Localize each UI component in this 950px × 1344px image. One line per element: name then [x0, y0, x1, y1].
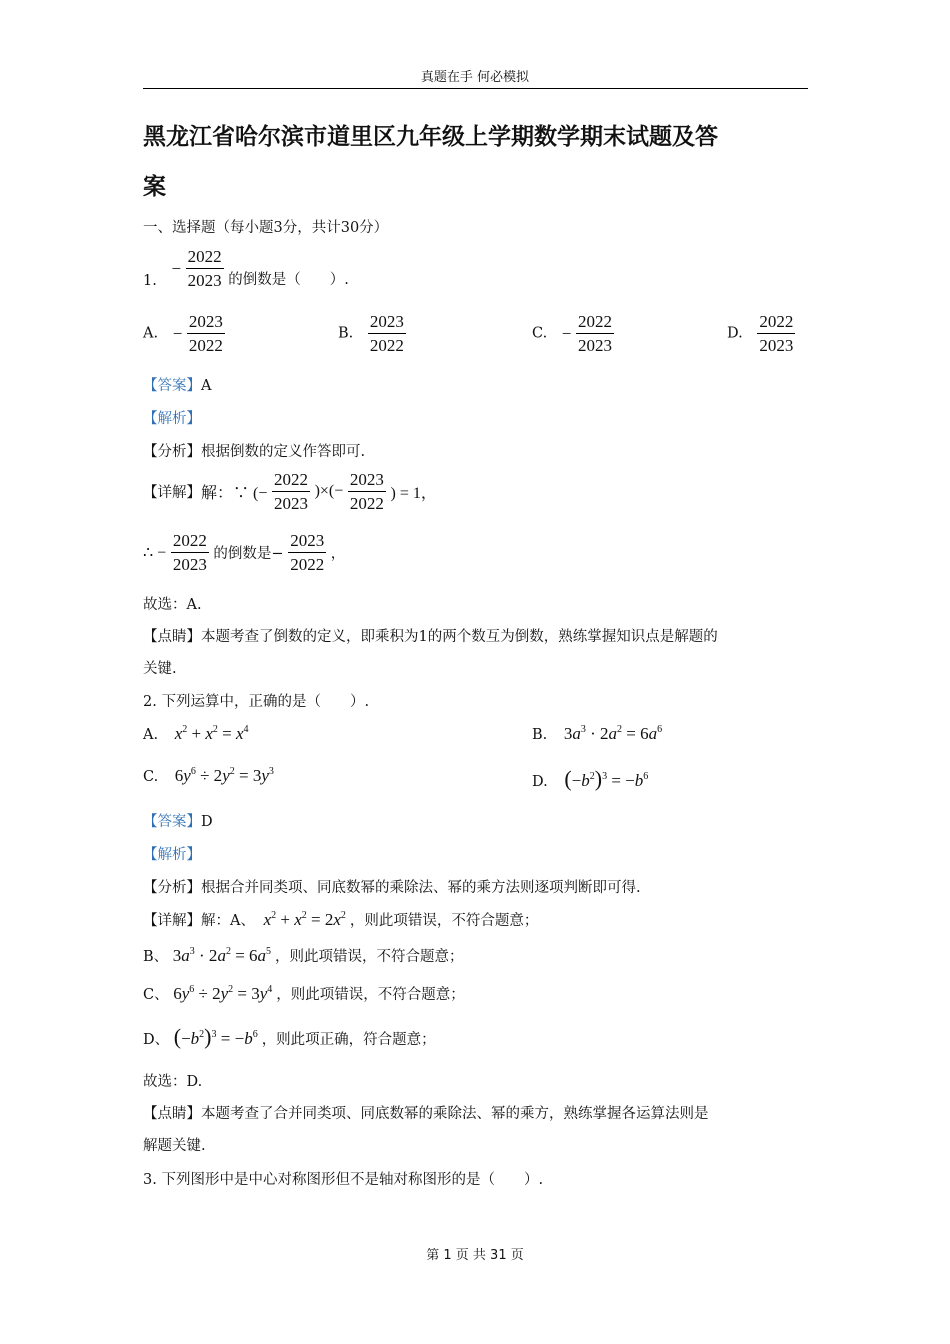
option-d: D. $\frac{2022}{2023}$: [727, 312, 794, 355]
option-b: B. $3a^3 \cdot 2a^2 = 6a^6$: [532, 724, 663, 743]
choose-line: 故选：A.: [143, 597, 202, 613]
question-1-stem: [143, 248, 349, 289]
dianjing-line-cont: 解题关键.: [143, 1138, 206, 1154]
detail-c-line: C、 $6y^6 \div 2y^2 = 3y^4$ ，则此项错误，不符合题意；: [143, 984, 465, 1003]
page-header: 真题在手 何必模拟: [420, 70, 530, 85]
fraction: $\frac{2022}{2023}$: [578, 312, 612, 355]
fraction: $\frac{2023}{2022}$: [188, 312, 223, 355]
option-a: A. − $\frac{2023}{2022}$: [143, 312, 223, 355]
question-text: 的倒数是（ ）.: [228, 272, 349, 288]
option-c: C. $6y^6 \div 2y^2 = 3y^3$: [143, 766, 274, 785]
fraction-sign: −: [171, 258, 182, 278]
question-number: 1.: [143, 273, 157, 289]
page-footer: 第 1 页 共 31 页: [426, 1248, 524, 1263]
question-2-stem: 2. 下列运算中，正确的是（ ）.: [143, 694, 370, 710]
option-b: B. $\frac{2023}{2022}$: [338, 312, 404, 355]
option-d: D. $(-b^2)^3 = -b^6$: [532, 766, 649, 791]
dianjing-line-cont: 关键.: [143, 661, 177, 677]
analysis-tag: 【解析】: [143, 411, 201, 427]
detail-line: 【详解】解：∵ (− $\frac{2022}{2023}$ )×(− $\frac{2023}{2022}$ ) = 1，: [143, 470, 437, 513]
dianjing-line: 【点睛】本题考查了合并同类项、同底数幂的乘除法、幂的乘方，熟练掌握各运算法则是: [143, 1106, 709, 1122]
fraction: $\frac{2022}{2023}$: [187, 247, 222, 290]
section-heading: 一、选择题（每小题3分，共计30分）: [143, 220, 389, 236]
option-c: C. − $\frac{2022}{2023}$: [532, 312, 612, 355]
document-title-cont: 案: [143, 174, 166, 200]
analysis-line: 【分析】根据合并同类项、同底数幂的乘除法、幂的乘方法则逐项判断即可得.: [143, 880, 641, 896]
question-3-stem: 3. 下列图形中是中心对称图形但不是轴对称图形的是（ ）.: [143, 1172, 544, 1188]
detail-d-line: D、 $(-b^2)^3 = -b^6$ ，则此项正确，符合题意；: [143, 1024, 436, 1049]
fraction: $\frac{2022}{2023}$: [759, 312, 794, 355]
analysis-tag: 【解析】: [143, 847, 201, 863]
detail-b-line: B、 $3a^3 \cdot 2a^2 = 6a^5$ ，则此项错误，不符合题意；: [143, 946, 464, 965]
answer-line: 【答案】D: [143, 814, 213, 830]
header-rule: [143, 88, 808, 89]
document-title: 黑龙江省哈尔滨市道里区九年级上学期数学期末试题及答: [143, 124, 718, 150]
choose-line: 故选：D.: [143, 1074, 203, 1090]
fraction: $\frac{2023}{2022}$: [369, 312, 404, 355]
detail-a-line: 【详解】解：A、 $x^2 + x^2 = 2x^2$ ，则此项错误，不符合题意；: [143, 910, 539, 929]
analysis-line: 【分析】根据倒数的定义作答即可.: [143, 444, 366, 460]
dianjing-line: 【点睛】本题考查了倒数的定义，即乘积为1的两个数互为倒数，熟练掌握知识点是解题的: [143, 629, 718, 645]
option-a: A. $x^2 + x^2 = x^4$: [143, 724, 249, 743]
answer-line: 【答案】A: [143, 378, 212, 394]
therefore-line: ∴ − $\frac{2022}{2023}$ 的倒数是− $\frac{2023}{2022}$ ，: [143, 531, 346, 574]
